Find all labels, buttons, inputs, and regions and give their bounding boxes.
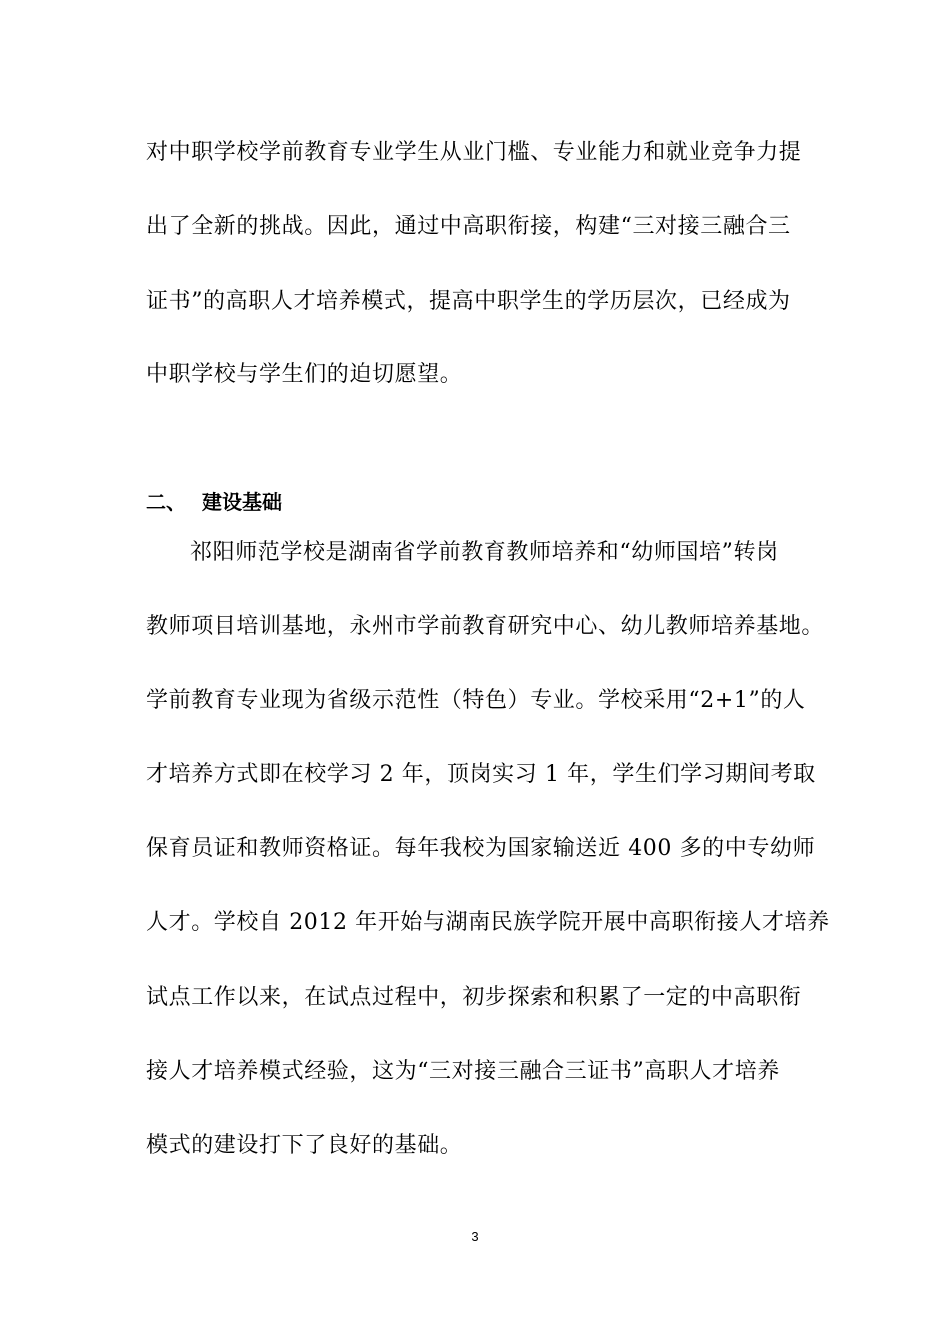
text-line: 对中职学校学前教育专业学生从业门槛、专业能力和就业竞争力提	[146, 140, 802, 165]
text-line: 学前教育专业现为省级示范性（特色）专业。学校采用“2+1”的人	[146, 688, 806, 713]
text-line: 接人才培养模式经验，这为“三对接三融合三证书”高职人才培养	[146, 1059, 780, 1084]
text-line: 模式的建设打下了良好的基础。	[146, 1133, 463, 1158]
section-title: 建设基础	[202, 490, 282, 514]
section-number: 二、	[146, 490, 186, 514]
text-line: 证书”的高职人才培养模式，提高中职学生的学历层次，已经成为	[146, 289, 791, 314]
text-line: 才培养方式即在校学习 2 年，顶岗实习 1 年，学生们学习期间考取	[146, 762, 816, 787]
text-line: 出了全新的挑战。因此，通过中高职衔接，构建“三对接三融合三	[146, 214, 791, 239]
text-line: 试点工作以来，在试点过程中，初步探索和积累了一定的中高职衔	[146, 985, 802, 1010]
text-line: 祁阳师范学校是湖南省学前教育教师培养和“幼师国培”转岗	[190, 540, 779, 565]
text-line: 教师项目培训基地，永州市学前教育研究中心、幼儿教师培养基地。	[146, 614, 825, 639]
text-line: 保育员证和教师资格证。每年我校为国家输送近 400 多的中专幼师	[146, 836, 816, 861]
text-line: 中职学校与学生们的迫切愿望。	[146, 362, 463, 387]
section-heading	[146, 487, 282, 517]
page-number: 3	[471, 1229, 479, 1244]
text-line: 人才。学校自 2012 年开始与湖南民族学院开展中高职衔接人才培养	[146, 910, 830, 935]
